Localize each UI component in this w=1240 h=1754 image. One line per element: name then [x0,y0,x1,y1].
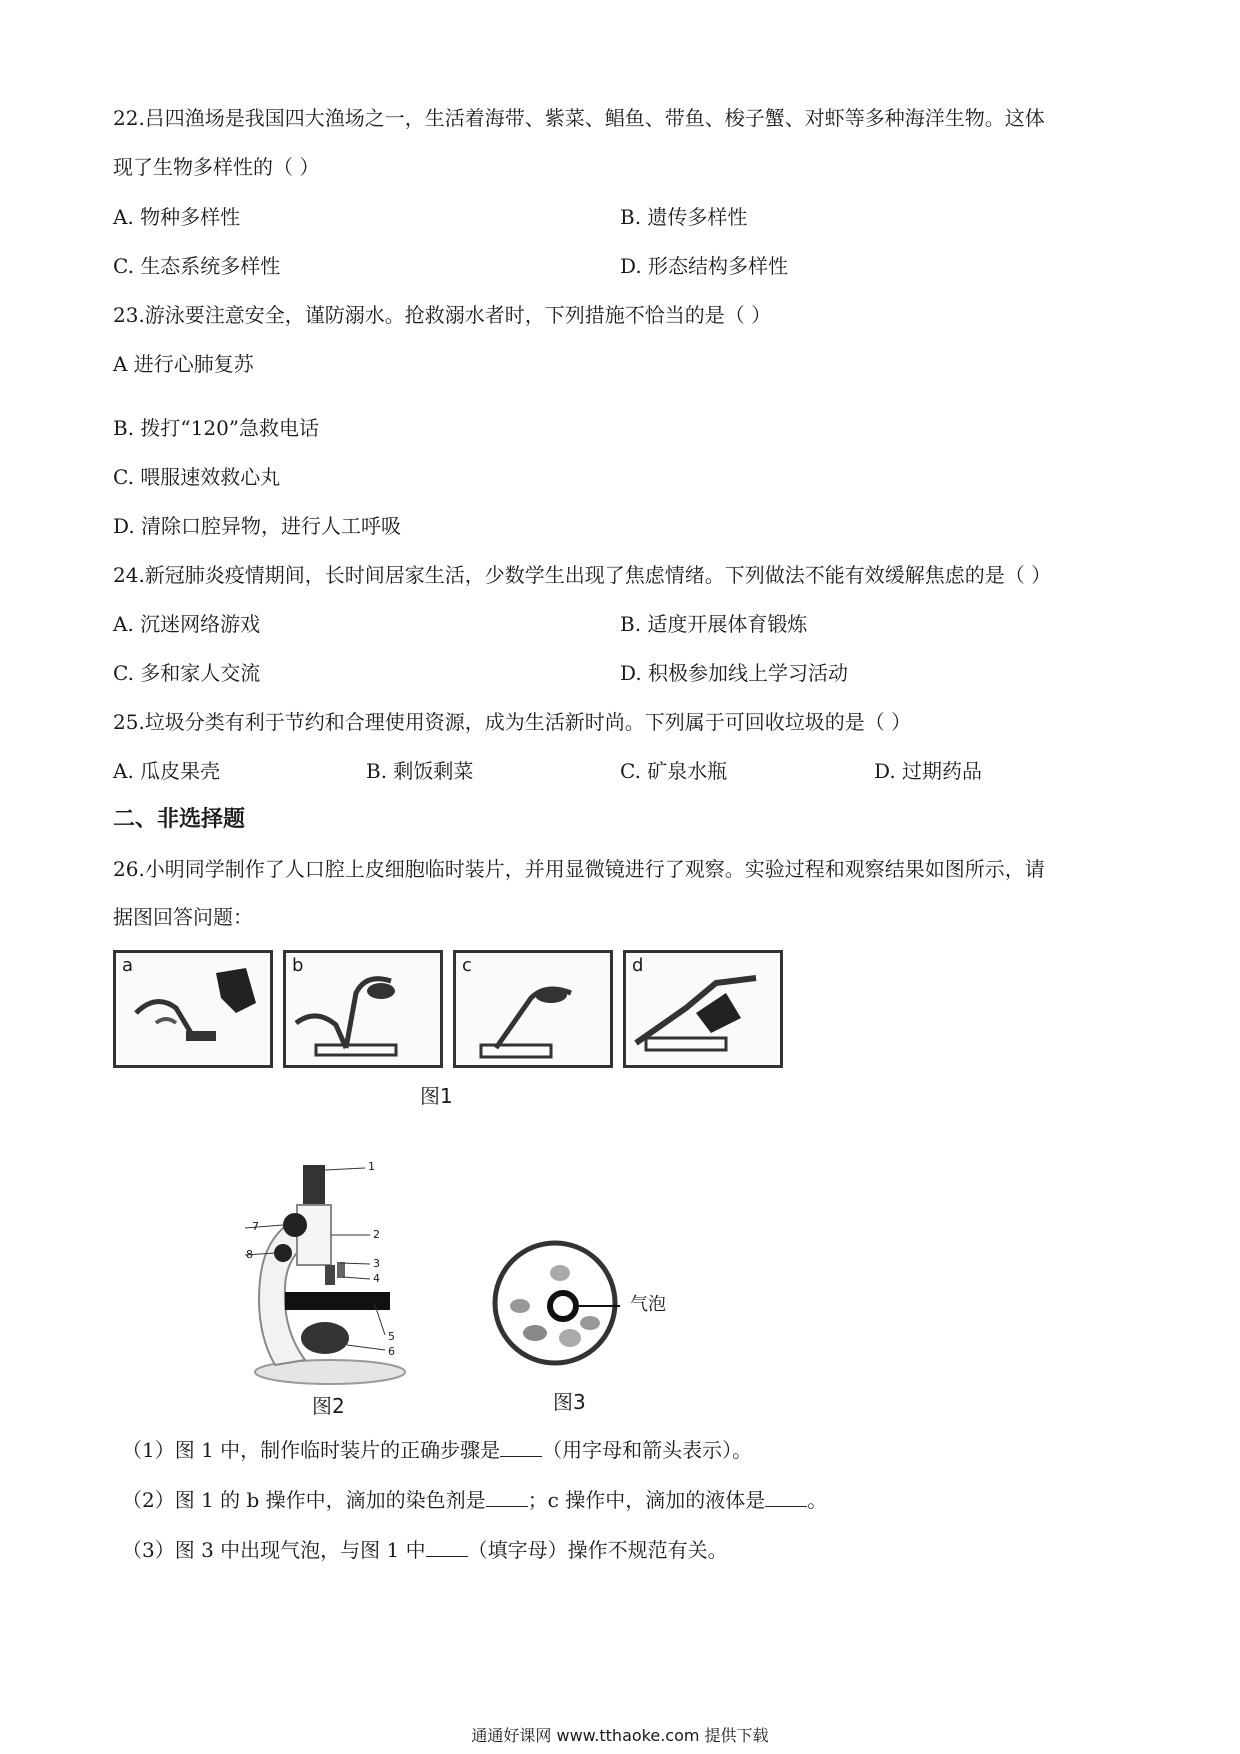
q26-sub1 [122,1436,752,1464]
fig1-panel-b-letter: b [292,955,304,976]
fig2-label-5: 5 [388,1330,395,1343]
q26-stem-line2: 据图回答问题： [113,905,253,929]
q22-stem-line2: 现了生物多样性的（ ） [113,155,320,179]
pipette-drop-illustration [116,953,270,1065]
fig1-caption: 图1 [420,1084,453,1108]
q26-sub2-text-mid: ；c 操作中，滴加的液体是 [527,1488,766,1512]
fig2-caption: 图2 [312,1394,345,1418]
q26-sub1-text-pre: （1）图 1 中，制作临时装片的正确步骤是 [122,1438,501,1462]
q26-sub1-text-post: （用字母和箭头表示）。 [542,1438,753,1462]
q25-option-d: D. 过期药品 [874,759,983,783]
fig1-panel-a-letter: a [122,955,134,976]
q22-stem-line1: 22.吕四渔场是我国四大渔场之一，生活着海带、紫菜、鲳鱼、带鱼、梭子蟹、对虾等多种海洋生物。这体 [113,106,1045,130]
q26-sub2-blank-1 [486,1488,528,1507]
q24-stem: 24.新冠肺炎疫情期间，长时间居家生活，少数学生出现了焦虑情绪。下列做法不能有效缓解焦虑的是（ ） [113,563,1052,587]
fig1-panel-d [623,950,783,1068]
fig1-panel-d-letter: d [632,955,644,976]
fig2-label-8: 8 [246,1248,253,1261]
q26-sub2 [122,1486,827,1514]
fig3-bubble-label: 气泡 [630,1294,666,1315]
q22-option-a: A. 物种多样性 [113,205,241,229]
q26-sub2-text-pre: （2）图 1 的 b 操作中，滴加的染色剂是 [122,1488,486,1512]
q22-option-d: D. 形态结构多样性 [620,254,789,278]
coverslip-illustration [626,953,780,1065]
staining-illustration [286,953,440,1065]
q24-option-a: A. 沉迷网络游戏 [113,612,261,636]
field-of-view-illustration [490,1238,620,1368]
liquid-drop-illustration [456,953,610,1065]
q23-option-c: C. 喂服速效救心丸 [113,465,281,489]
q24-option-d: D. 积极参加线上学习活动 [620,661,849,685]
q23-stem: 23.游泳要注意安全，谨防溺水。抢救溺水者时，下列措施不恰当的是（ ） [113,303,772,327]
q26-sub2-text-post: 。 [807,1488,828,1512]
fig2-label-7: 7 [252,1220,259,1233]
q25-option-b: B. 剩饭剩菜 [366,759,474,783]
q25-option-a: A. 瓜皮果壳 [113,759,221,783]
q26-sub3-text-pre: （3）图 3 中出现气泡，与图 1 中 [122,1538,426,1562]
fig2-label-1: 1 [368,1160,375,1173]
fig1-panel-b [283,950,443,1068]
fig1-panel-a [113,950,273,1068]
fig2-label-6: 6 [388,1345,395,1358]
q22-option-b: B. 遗传多样性 [620,205,748,229]
q26-sub1-blank [500,1438,542,1457]
fig1-panel-c-letter: c [462,955,472,976]
fig2-label-3: 3 [373,1257,380,1270]
q26-sub3 [122,1536,728,1564]
q26-sub2-blank-2 [765,1488,807,1507]
q24-option-b: B. 适度开展体育锻炼 [620,612,808,636]
q23-option-b: B. 拨打“120”急救电话 [113,416,320,440]
page-footer: 通通好课网 www.tthaoke.com 提供下载 [471,1726,769,1745]
fig1-panel-c [453,950,613,1068]
q25-stem: 25.垃圾分类有利于节约和合理使用资源，成为生活新时尚。下列属于可回收垃圾的是（ ） [113,710,912,734]
q23-option-d: D. 清除口腔异物，进行人工呼吸 [113,514,402,538]
fig3-caption: 图3 [553,1390,586,1414]
q26-sub3-text-post: （填字母）操作不规范有关。 [467,1538,728,1562]
figure-1-steps [113,950,783,1072]
q25-option-c: C. 矿泉水瓶 [620,759,728,783]
fig2-label-2: 2 [373,1228,380,1241]
q24-option-c: C. 多和家人交流 [113,661,261,685]
q26-stem-line1: 26.小明同学制作了人口腔上皮细胞临时装片，并用显微镜进行了观察。实验过程和观察结果如图所示，请 [113,857,1045,881]
fig2-label-4: 4 [373,1272,380,1285]
q26-sub3-blank [426,1538,468,1557]
section-heading: 二、非选择题 [113,807,246,832]
q22-option-c: C. 生态系统多样性 [113,254,281,278]
q23-option-a: A 进行心肺复苏 [113,352,254,376]
